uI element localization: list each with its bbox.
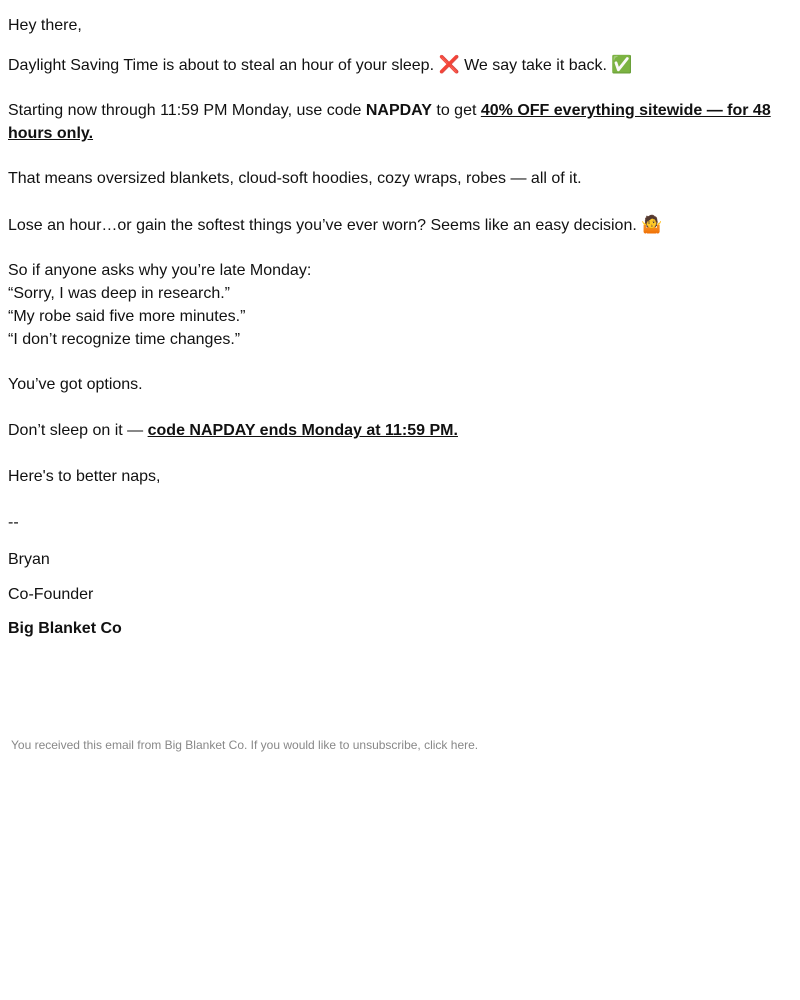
- products-paragraph: That means oversized blankets, cloud-soft hoodies, cozy wraps, robes — all of it.: [8, 170, 582, 187]
- offer-text: Starting now through 11:59 PM Monday, use code: [8, 102, 366, 119]
- options-paragraph: You’ve got options.: [8, 376, 143, 393]
- excuses-line: “Sorry, I was deep in research.”: [8, 285, 231, 302]
- decision-paragraph: [8, 213, 792, 237]
- closing: Here's to better naps,: [8, 468, 161, 485]
- promo-code: NAPDAY: [365, 102, 432, 119]
- signature-name: Bryan: [8, 551, 50, 568]
- deadline-link[interactable]: code NAPDAY ends Monday at 11:59 PM.: [147, 422, 458, 439]
- check-mark-icon: ✅: [611, 55, 633, 74]
- excuses-line: So if anyone asks why you’re late Monday:: [8, 262, 312, 279]
- signature-title: Co-Founder: [8, 586, 94, 603]
- greeting: Hey there,: [8, 17, 82, 34]
- shrug-icon: 🤷: [641, 215, 663, 234]
- deadline-paragraph: [8, 419, 792, 442]
- unsubscribe-footer[interactable]: You received this email from Big Blanket Co. If you would like to unsubscribe, click here.: [11, 738, 479, 752]
- excuses-line: “I don’t recognize time changes.”: [8, 331, 241, 348]
- signature-company: Big Blanket Co: [8, 620, 122, 637]
- cross-mark-icon: ❌: [438, 55, 460, 74]
- intro-text-2: We say take it back.: [459, 57, 612, 74]
- excuses-paragraph: [8, 259, 792, 351]
- excuses-line: “My robe said five more minutes.”: [8, 308, 246, 325]
- decision-text: Lose an hour…or gain the softest things you’ve ever worn? Seems like an easy decision.: [8, 217, 642, 234]
- intro-paragraph: [8, 53, 792, 77]
- deadline-text: Don’t sleep on it —: [8, 422, 148, 439]
- sitewide-offer-link[interactable]: 40% OFF everything sitewide — for 48 hours only.: [8, 102, 771, 142]
- separator: --: [8, 514, 19, 531]
- offer-paragraph: [8, 99, 792, 145]
- intro-text: Daylight Saving Time is about to steal an hour of your sleep.: [8, 57, 439, 74]
- offer-text-2: to get: [431, 102, 481, 119]
